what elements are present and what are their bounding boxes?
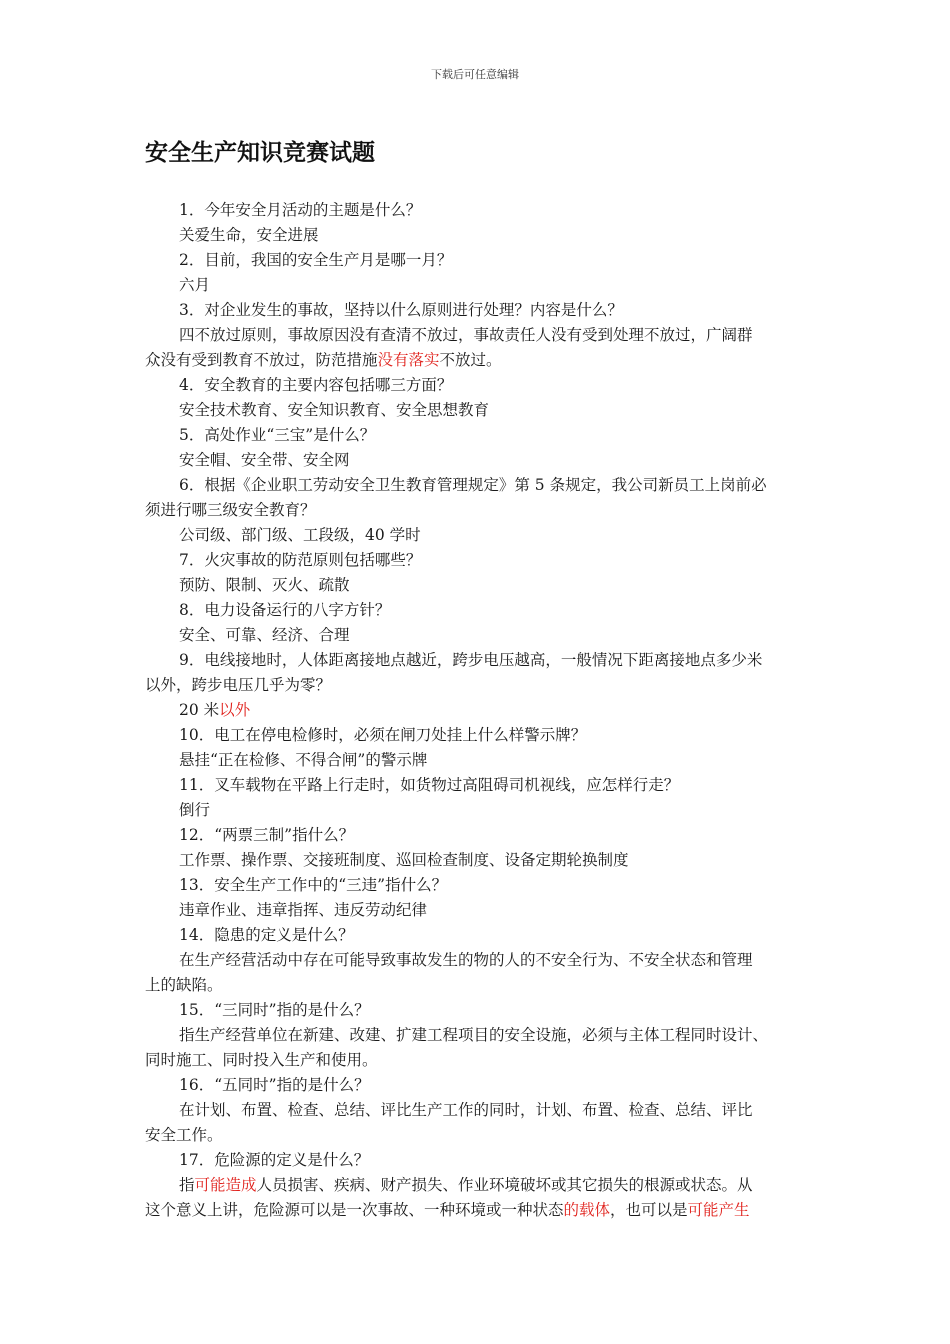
- highlighted-text: 可能产生: [687, 1201, 750, 1219]
- text-segment: 20 米: [179, 701, 220, 719]
- text-line: [145, 898, 810, 923]
- text-line: [145, 723, 810, 748]
- text-line: [145, 223, 810, 248]
- text-line: [145, 923, 810, 948]
- highlighted-text: 可能造成: [194, 1176, 257, 1194]
- text-segment: 6．根据《企业职工劳动安全卫生教育管理规定》第 5 条规定，我公司新员工上岗前必: [179, 476, 767, 494]
- text-line: [145, 823, 810, 848]
- text-segment: 人员损害、疾病、财产损失、作业环境破坏或其它损失的根源或状态。从: [256, 1176, 753, 1194]
- text-segment: 12．“两票三制”指什么？: [179, 826, 355, 844]
- text-segment: 预防、限制、灭火、疏散: [179, 576, 350, 594]
- document-body: [145, 198, 810, 1223]
- text-line: [145, 298, 810, 323]
- highlighted-text: 的载体: [563, 1201, 611, 1219]
- text-segment: 不放过。: [439, 351, 502, 369]
- text-segment: 以外，跨步电压几乎为零？: [145, 676, 332, 694]
- text-line: [145, 498, 810, 523]
- text-line: [145, 1048, 810, 1073]
- text-segment: 15．“三同时”指的是什么？: [179, 1001, 370, 1019]
- highlighted-text: 没有落实: [377, 351, 440, 369]
- text-segment: 同时施工、同时投入生产和使用。: [145, 1051, 378, 1069]
- text-line: [145, 1173, 810, 1198]
- text-line: [145, 1123, 810, 1148]
- text-segment: 六月: [179, 276, 211, 294]
- text-line: [145, 1073, 810, 1098]
- text-line: [145, 1148, 810, 1173]
- text-line: [145, 673, 810, 698]
- text-line: [145, 873, 810, 898]
- text-segment: 安全、可靠、经济、合理: [179, 626, 350, 644]
- text-segment: 安全帽、安全带、安全网: [179, 451, 350, 469]
- text-segment: 四不放过原则，事故原因没有查清不放过，事故责任人没有受到处理不放过，广阔群: [179, 326, 753, 344]
- document-title: 安全生产知识竞赛试题: [145, 140, 375, 166]
- text-line: [145, 548, 810, 573]
- text-segment: 悬挂“正在检修、不得合闸”的警示牌: [179, 751, 428, 769]
- text-line: [145, 598, 810, 623]
- highlighted-text: 以外: [219, 701, 251, 719]
- text-line: [145, 973, 810, 998]
- text-line: [145, 348, 810, 373]
- text-segment: 8．电力设备运行的八字方针？: [179, 601, 391, 619]
- text-segment: 13．安全生产工作中的“三违”指什么？: [179, 876, 448, 894]
- text-segment: 3．对企业发生的事故，坚持以什么原则进行处理？内容是什么？: [179, 301, 623, 319]
- text-segment: 11．叉车载物在平路上行走时，如货物过高阻碍司机视线，应怎样行走？: [179, 776, 680, 794]
- text-segment: 安全工作。: [145, 1126, 223, 1144]
- text-line: [145, 748, 810, 773]
- text-segment: 5．高处作业“三宝”是什么？: [179, 426, 376, 444]
- text-segment: 众没有受到教育不放过，防范措施: [145, 351, 378, 369]
- text-line: [145, 1023, 810, 1048]
- text-segment: 4．安全教育的主要内容包括哪三方面？: [179, 376, 453, 394]
- text-line: [145, 798, 810, 823]
- text-line: [145, 448, 810, 473]
- text-line: [145, 198, 810, 223]
- text-segment: 在计划、布置、检查、总结、评比生产工作的同时，计划、布置、检查、总结、评比: [179, 1101, 753, 1119]
- text-segment: 17．危险源的定义是什么？: [179, 1151, 370, 1169]
- text-segment: 违章作业、违章指挥、违反劳动纪律: [179, 901, 428, 919]
- text-line: [145, 1098, 810, 1123]
- text-segment: 指: [179, 1176, 195, 1194]
- text-segment: ，也可以是: [610, 1201, 688, 1219]
- text-line: [145, 573, 810, 598]
- text-segment: 10．电工在停电检修时，必须在闸刀处挂上什么样警示牌？: [179, 726, 587, 744]
- text-segment: 须进行哪三级安全教育？: [145, 501, 316, 519]
- text-line: [145, 848, 810, 873]
- text-line: [145, 273, 810, 298]
- text-segment: 指生产经营单位在新建、改建、扩建工程项目的安全设施，必须与主体工程同时设计、: [179, 1026, 769, 1044]
- text-line: [145, 373, 810, 398]
- text-segment: 这个意义上讲，危险源可以是一次事故、一种环境或一种状态: [145, 1201, 564, 1219]
- text-segment: 16．“五同时”指的是什么？: [179, 1076, 370, 1094]
- text-line: [145, 398, 810, 423]
- text-line: [145, 473, 810, 498]
- text-segment: 2．目前，我国的安全生产月是哪一月？: [179, 251, 453, 269]
- text-segment: 安全技术教育、安全知识教育、安全思想教育: [179, 401, 490, 419]
- text-line: [145, 248, 810, 273]
- text-line: [145, 623, 810, 648]
- text-segment: 公司级、部门级、工段级，40 学时: [179, 526, 421, 544]
- text-segment: 倒行: [179, 801, 211, 819]
- text-line: [145, 523, 810, 548]
- text-segment: 14．隐患的定义是什么？: [179, 926, 354, 944]
- text-line: [145, 773, 810, 798]
- text-segment: 7．火灾事故的防范原则包括哪些？: [179, 551, 422, 569]
- text-line: [145, 423, 810, 448]
- text-line: [145, 1198, 810, 1223]
- page-header: 下载后可任意编辑: [431, 68, 519, 81]
- text-segment: 9．电线接地时，人体距离接地点越近，跨步电压越高，一般情况下距离接地点多少米: [179, 651, 763, 669]
- text-line: [145, 648, 810, 673]
- text-segment: 工作票、操作票、交接班制度、巡回检查制度、设备定期轮换制度: [179, 851, 629, 869]
- text-line: [145, 698, 810, 723]
- text-line: [145, 998, 810, 1023]
- text-segment: 上的缺陷。: [145, 976, 223, 994]
- text-line: [145, 323, 810, 348]
- text-segment: 1．今年安全月活动的主题是什么？: [179, 201, 422, 219]
- text-line: [145, 948, 810, 973]
- text-segment: 关爱生命，安全进展: [179, 226, 319, 244]
- text-segment: 在生产经营活动中存在可能导致事故发生的物的人的不安全行为、不安全状态和管理: [179, 951, 753, 969]
